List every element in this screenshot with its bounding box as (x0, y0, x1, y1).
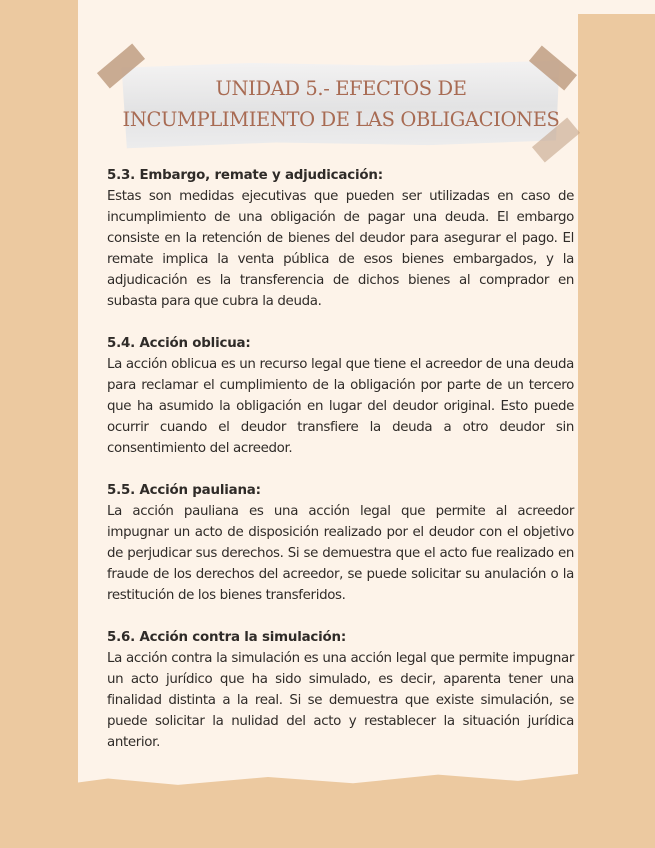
section-embargo (107, 165, 574, 312)
section-accion-simulacion (107, 627, 574, 753)
section-text: La acción pauliana es una acción legal que permite al acreedor impugnar un acto de disposición realizado por el deudor con el objetivo de perjudicar sus derechos. Si se demuestra que el acto fue realizado en fraude de los derechos del acreedor, se puede solicitar su anulación o la restitución de los bienes transferidos. (107, 504, 574, 603)
page-title-line-2: INCUMPLIMIENTO DE LAS OBLIGACIONES (122, 108, 560, 131)
paper-corner (578, 0, 655, 14)
page-title (118, 73, 564, 135)
section-heading: 5.6. Acción contra la simulación: (107, 630, 347, 645)
section-heading: 5.5. Acción pauliana: (107, 483, 261, 498)
section-heading: 5.4. Acción oblicua: (107, 336, 251, 351)
section-text: Estas son medidas ejecutivas que pueden ser utilizadas en caso de incumplimiento de una obligación de pagar una deuda. El embargo consiste en la retención de bienes del deudor para asegurar el pago. El remate implica la venta pública de esos bienes embargados, y la adjudicación es la transferencia de dichos bienes al comprador en subasta para que cubra la deuda. (107, 189, 574, 309)
section-accion-oblicua (107, 333, 574, 459)
document-body (107, 165, 574, 774)
section-text: La acción oblicua es un recurso legal que tiene el acreedor de una deuda para reclamar el cumplimiento de la obligación por parte de un tercero que ha asumido la obligación en lugar del deudor original. Esto puede ocurrir cuando el deudor transfiere la deuda a otro deudor sin consentimiento del acreedor. (107, 357, 574, 456)
section-heading: 5.3. Embargo, remate y adjudicación: (107, 168, 383, 183)
section-text: La acción contra la simulación es una acción legal que permite impugnar un acto jurídico que ha sido simulado, es decir, aparenta tener una finalidad distinta a la real. Si se demuestra que existe simulación, se puede solicitar la nulidad del acto y restablecer la situación jurídica anterior. (107, 651, 574, 750)
page-title-line-1: UNIDAD 5.- EFECTOS DE (215, 77, 467, 100)
section-accion-pauliana (107, 480, 574, 606)
